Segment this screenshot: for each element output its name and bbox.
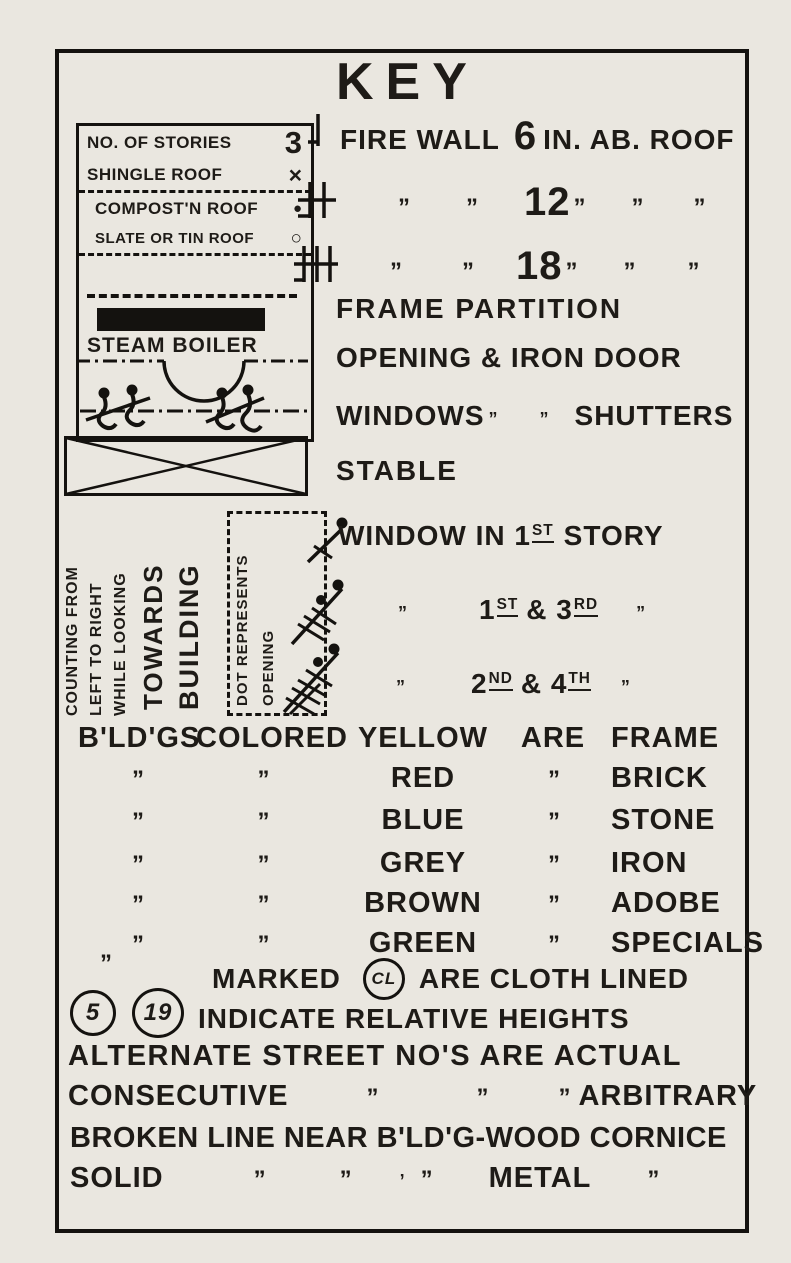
color-name: GREY	[379, 847, 467, 879]
ditto-mark: ”	[390, 258, 400, 285]
material-row-red	[78, 762, 708, 795]
ditto-mark: ”	[548, 891, 558, 918]
ditto-mark: ”	[462, 258, 472, 285]
counting-note-line: LEFT TO RIGHT	[88, 582, 105, 716]
ditto-mark: ”	[257, 931, 268, 958]
fire-wall-18-row	[340, 244, 698, 288]
page-title: KEY	[336, 53, 479, 111]
ditto-mark: ”	[631, 194, 642, 221]
ditto-mark: ”	[548, 931, 558, 958]
ditto-mark: ”	[253, 1166, 264, 1193]
ditto-mark: ”	[558, 1084, 569, 1111]
color-name: RED	[390, 762, 456, 794]
opening-iron-door-label: OPENING & IRON DOOR	[336, 342, 682, 373]
apostrophe-mark: ’	[399, 1171, 403, 1191]
ditto-mark: ”	[257, 851, 268, 878]
composition-roof-label: COMPOST'N ROOF	[95, 198, 259, 218]
ditto-mark: ”	[132, 851, 142, 878]
ditto-mark: ”	[636, 603, 644, 623]
window-1st-3rd-story-symbol-icon	[284, 576, 364, 650]
ditto-mark: ”	[257, 891, 268, 918]
alternate-street-label: ALTERNATE STREET NO'S ARE ACTUAL	[68, 1040, 682, 1072]
cloth-lined-cl-badge: CL	[363, 958, 405, 1000]
fire-wall-label: FIRE WALL	[340, 124, 500, 155]
slate-tin-roof-circle-icon: ○	[290, 227, 303, 249]
window-1st-story-label-2: STORY	[563, 520, 664, 551]
material-name: SPECIALS	[611, 927, 765, 959]
counting-note-line: BUILDING	[174, 563, 204, 710]
ditto-mark: ”	[396, 677, 403, 697]
ditto-mark: ”	[257, 766, 268, 793]
ditto-mark: ”	[132, 766, 142, 793]
ditto-mark: ”	[257, 808, 268, 835]
ordinal-suffix: RD	[574, 596, 598, 617]
window-shutter-symbols-icon	[80, 384, 308, 434]
stable-label: STABLE	[336, 455, 458, 486]
window-2nd-4th-story-symbol-icon	[276, 640, 366, 718]
composition-roof-dot-icon: ●	[292, 200, 303, 217]
firewall-12in-ticks-icon	[296, 178, 338, 226]
materials-header-row	[78, 722, 719, 755]
color-name: BROWN	[364, 887, 482, 919]
ditto-mark: ”	[693, 194, 704, 221]
ditto-mark: ”	[398, 603, 405, 623]
material-row-blue	[78, 804, 715, 837]
frame-partition-label: FRAME PARTITION	[336, 293, 623, 324]
counting-note-line: TOWARDS	[138, 563, 168, 710]
window-1st-3rd-row	[398, 594, 643, 627]
broken-line-cornice-label: BROKEN LINE NEAR B'LD'G-WOOD CORNICE	[70, 1122, 727, 1154]
ditto-mark: ”	[488, 409, 496, 429]
counting-note-line: WHILE LOOKING	[112, 572, 129, 716]
material-name: STONE	[611, 804, 716, 836]
consecutive-row	[68, 1080, 757, 1113]
solid-label: SOLID	[70, 1162, 164, 1194]
ditto-mark: ”	[623, 258, 634, 285]
ditto-mark: ”	[132, 931, 142, 958]
ditto-mark: ”	[132, 808, 142, 835]
relative-heights-label: INDICATE RELATIVE HEIGHTS	[198, 1003, 630, 1034]
marked-label: MARKED	[212, 963, 341, 994]
ditto-mark: ”	[573, 194, 584, 221]
window-2nd-4th-row	[396, 668, 628, 701]
fire-wall-height: 6	[513, 114, 538, 158]
material-name: FRAME	[611, 722, 720, 754]
ditto-mark: ”	[548, 808, 558, 835]
shutters-label: SHUTTERS	[574, 400, 734, 431]
story-numbers: 1	[479, 594, 496, 625]
story-numbers: & 4	[520, 668, 568, 699]
ditto-mark: ”	[398, 194, 408, 221]
color-name: BLUE	[381, 804, 465, 836]
frame-partition-dashed-line-icon	[87, 294, 297, 298]
ordinal-suffix: ST	[532, 522, 554, 543]
solid-line-cornice-row	[70, 1162, 657, 1195]
ordinal-suffix: TH	[568, 670, 591, 691]
metal-label: METAL	[488, 1162, 592, 1194]
slate-tin-roof-row	[79, 224, 311, 253]
ditto-mark: ”	[366, 1084, 377, 1111]
color-name: GREEN	[368, 927, 478, 959]
ditto-mark: ”	[132, 891, 142, 918]
ditto-mark: ”	[647, 1166, 658, 1193]
ditto-mark: ”	[620, 677, 628, 697]
story-numbers: & 3	[526, 594, 573, 625]
composition-roof-row	[79, 193, 311, 224]
bldgs-label: B'LD'GS	[78, 722, 201, 754]
fire-wall-label-2: IN. AB. ROOF	[543, 124, 735, 155]
dot-note-line: DOT REPRESENTS	[234, 554, 251, 706]
fire-wall-12-row	[340, 180, 704, 224]
ditto-mark: ”	[476, 1084, 487, 1111]
steam-boiler-bar-icon	[97, 308, 265, 331]
ditto-mark: ”	[466, 194, 476, 221]
ordinal-suffix: ND	[489, 670, 513, 691]
consecutive-label: CONSECUTIVE	[68, 1080, 289, 1112]
height-number-badge: 19	[132, 988, 184, 1038]
windows-label: WINDOWS	[336, 400, 485, 431]
stories-count-symbol: 3	[284, 125, 303, 160]
shingle-roof-label: SHINGLE ROOF	[87, 165, 223, 184]
cloth-lined-label: ARE CLOTH LINED	[418, 963, 689, 994]
ditto-mark: ”	[539, 409, 547, 429]
ditto-mark: ”	[548, 851, 558, 878]
relative-heights-row	[70, 988, 630, 1038]
stories-row	[79, 126, 311, 160]
windows-shutters-row	[336, 400, 733, 432]
dot-note-line: OPENING	[260, 629, 277, 706]
ditto-mark: ”	[339, 1166, 350, 1193]
stories-label: NO. OF STORIES	[87, 133, 232, 152]
shingle-roof-row	[79, 160, 311, 190]
panel-divider	[79, 253, 311, 256]
stable-x-box-icon	[64, 436, 308, 496]
material-row-grey	[78, 847, 688, 880]
firewall-6in-tick-icon	[304, 112, 332, 152]
color-name: YELLOW	[357, 722, 489, 754]
shingle-roof-x-icon: ×	[288, 161, 303, 188]
counting-note-line: COUNTING FROM	[64, 566, 81, 716]
fire-wall-row	[340, 114, 735, 158]
are-label: ARE	[520, 722, 586, 754]
fire-wall-12-height: 12	[524, 180, 571, 224]
colored-label: COLORED	[196, 722, 348, 754]
window-1st-story-label: WINDOW IN 1	[338, 520, 531, 551]
ordinal-suffix: ST	[497, 596, 519, 617]
slate-tin-roof-label: SLATE OR TIN ROOF	[95, 230, 255, 247]
ditto-mark: ”	[548, 766, 558, 793]
height-number-badge: 5	[70, 990, 116, 1036]
steam-boiler-label: STEAM BOILER	[87, 334, 258, 357]
material-name: ADOBE	[611, 887, 721, 919]
ditto-mark: ”	[565, 258, 576, 285]
window-1st-story-row	[338, 520, 664, 553]
material-row-green	[78, 927, 764, 960]
fire-wall-18-height: 18	[516, 244, 563, 288]
material-name: IRON	[611, 847, 688, 879]
ditto-mark: ”	[420, 1166, 431, 1193]
material-name: BRICK	[611, 762, 708, 794]
ditto-mark: ”	[100, 950, 110, 977]
material-row-brown	[78, 887, 721, 920]
ditto-mark: ”	[687, 258, 698, 285]
arbitrary-label: ARBITRARY	[578, 1080, 758, 1112]
story-numbers: 2	[471, 668, 488, 699]
firewall-18in-ticks-icon	[292, 242, 342, 290]
